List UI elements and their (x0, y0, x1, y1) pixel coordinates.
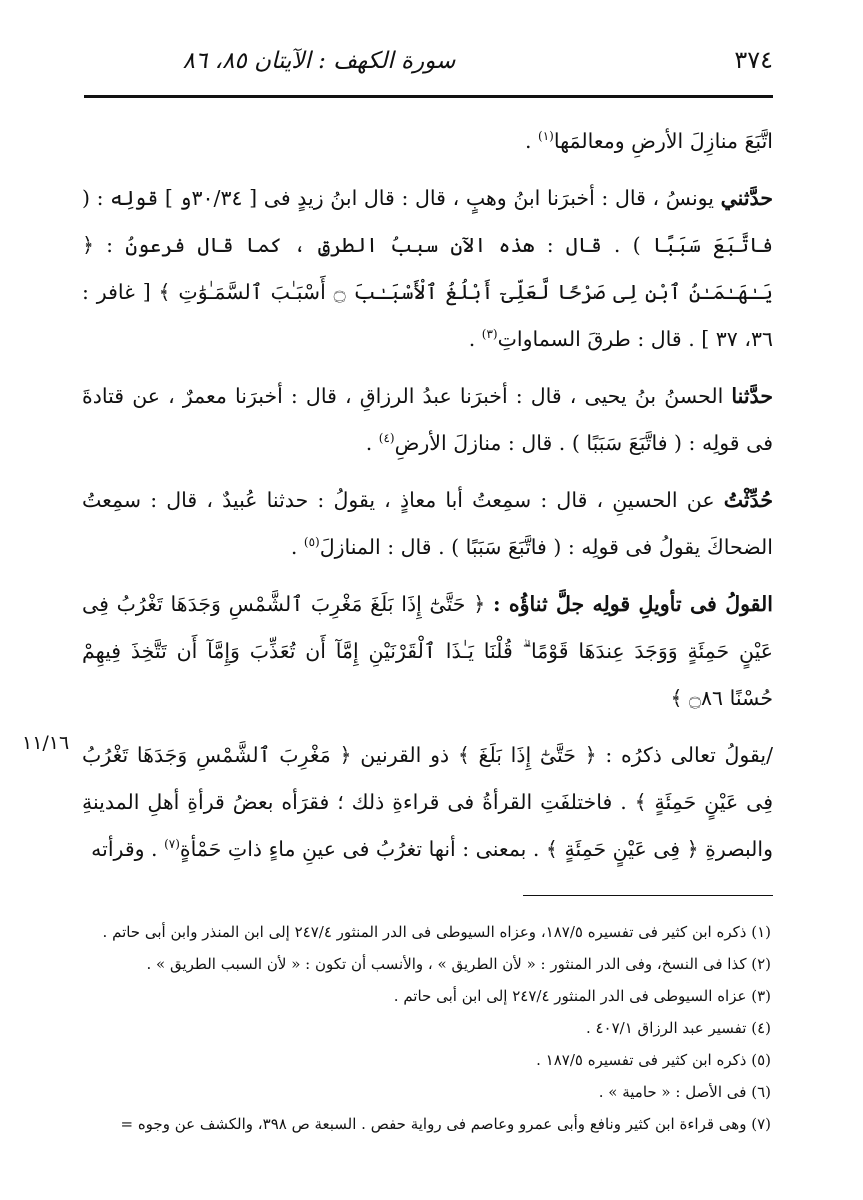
paragraph-tail: . (290, 535, 304, 559)
footnote-marker: (٧) (164, 837, 180, 852)
paragraph (82, 477, 773, 571)
footnote: (٦) فى الأصل : « حامية » . (598, 1083, 771, 1101)
footnote-marker: (١) (538, 129, 554, 144)
margin-reference: ١١/١٦ (22, 732, 70, 754)
paragraph-tail: . (524, 129, 539, 153)
running-title: سورة الكهف : الآيتان ٨٥، ٨٦ (182, 48, 456, 74)
paragraph-lead: حُدِّثْتُ (723, 488, 773, 512)
paragraph (82, 118, 773, 165)
paragraph-text: يونسُ ، قال : أخبرَنا ابنُ وهبٍ ، قال : قال ابنُ زيدٍ فى [ ٣٠/٣٤و ] قولِه : ( فاتَّبَعَ سَبَبًا ) . قال : هذه الآن سببُ الطرقِ ، كما قال فرعونُ : ﴿ يَـٰهَـٰمَـٰنُ ٱبْنِ لِى صَرْحًا لَّعَلِّىٓ أَبْلُغُ ٱلْأَسْبَـٰبَ ۝ أَسْبَـٰبَ ٱلسَّمَـٰوَٰتِ ﴾ [ غافر : ٣٦، ٣٧ ] . قال : طرقَ السماواتِ (82, 186, 773, 351)
footnote: (٤) تفسير عبد الرزاق ٤٠٧/١ . (585, 1019, 771, 1037)
paragraph-tail: . وقرأته (91, 837, 165, 861)
footnote: (١) ذكره ابن كثير فى تفسيره ١٨٧/٥، وعزاه السيوطى فى الدر المنثور ٢٤٧/٤ إلى ابن المنذر وابن أبى حاتم . (102, 923, 771, 941)
paragraph-text: اتَّبَعَ منازِلَ الأرضِ ومعالمَها (553, 129, 773, 153)
paragraph-tail: . (365, 431, 379, 455)
paragraph-lead: حدَّثنا (731, 384, 773, 408)
paragraph-text: ﴿ حَتَّىٰٓ إِذَا بَلَغَ مَغْرِبَ ٱلشَّمْسِ وَجَدَهَا تَغْرُبُ فِى عَيْنٍ حَمِئَةٍ وَوَجَدَ عِندَهَا قَوْمًا ۗ قُلْنَا يَـٰذَا ٱلْقَرْنَيْنِ إِمَّآ أَن تُعَذِّبَ وَإِمَّآ أَن تَتَّخِذَ فِيهِمْ حُسْنًا ۝٨٦ ﴾ (82, 592, 773, 710)
paragraph-text: الحسنُ بنُ يحيى ، قال : أخبرَنا عبدُ الرزاقِ ، قال : أخبرَنا معمرٌ ، عن قتادةَ فى قولِه : ( فاتَّبَعَ سَبَبًا ) . قال : منازلَ الأرضِ (82, 384, 773, 455)
footnote: (٥) ذكره ابن كثير فى تفسيره ١٨٧/٥ . (536, 1051, 771, 1069)
footnote-marker: (٤) (378, 431, 395, 446)
paragraph-text: عن الحسينِ ، قال : سمِعتُ أبا معاذٍ ، يقولُ : حدثنا عُبيدٌ ، قال : سمِعتُ الضحاكَ يقولُ فى قولِه : ( فاتَّبَعَ سَبَبًا ) . قال : المنازلَ (82, 488, 773, 559)
paragraph (82, 581, 773, 722)
paragraph-lead: حدَّثني (720, 186, 773, 210)
footnote: (٧) وهى قراءة ابن كثير ونافع وأبى عمرو وعاصم فى رواية حفص . السبعة ص ٣٩٨، والكشف عن وجوه = (120, 1115, 771, 1133)
footnote: (٢) كذا فى النسخ، وفى الدر المنثور : « لأن الطريق » ، والأنسب أن تكون : « لأن السبب الطريق » . (146, 955, 771, 973)
page-number: ٣٧٤ (734, 46, 773, 74)
main-text (82, 118, 773, 881)
page-header (84, 40, 773, 92)
paragraph-tail: . (468, 327, 482, 351)
paragraph (82, 373, 773, 467)
footnote-marker: (٣) (481, 327, 498, 342)
paragraph (82, 175, 773, 363)
footnote: (٣) عزاه السيوطى فى الدر المنثور ٢٤٧/٤ إلى ابن أبى حاتم . (393, 987, 771, 1005)
header-rule (84, 95, 773, 98)
footnote-marker: (٥) (303, 535, 320, 550)
paragraph-text: /يقولُ تعالى ذكرُه : ﴿ حَتَّىٰٓ إِذَا بَلَغَ ﴾ ذو القرنين ﴿ مَغْرِبَ ٱلشَّمْسِ وَجَدَهَا تَغْرُبُ فِى عَيْنٍ حَمِئَةٍ ﴾ . فاختلفَتِ القرأةُ فى قراءةِ ذلك ؛ فقرَأه بعضُ قرأةِ أهلِ المدينةِ والبصرةِ ﴿ فِى عَيْنٍ حَمِئَةٍ ﴾ . بمعنى : أنها تغرُبُ فى عينِ ماءٍ ذاتِ حَمْأةٍ (82, 743, 773, 861)
footnotes (84, 918, 771, 1142)
footnote-separator (523, 895, 773, 896)
paragraph-lead: القولُ فى تأويلِ قولِه جلَّ ثناؤُه : (492, 592, 773, 616)
paragraph (82, 732, 773, 873)
